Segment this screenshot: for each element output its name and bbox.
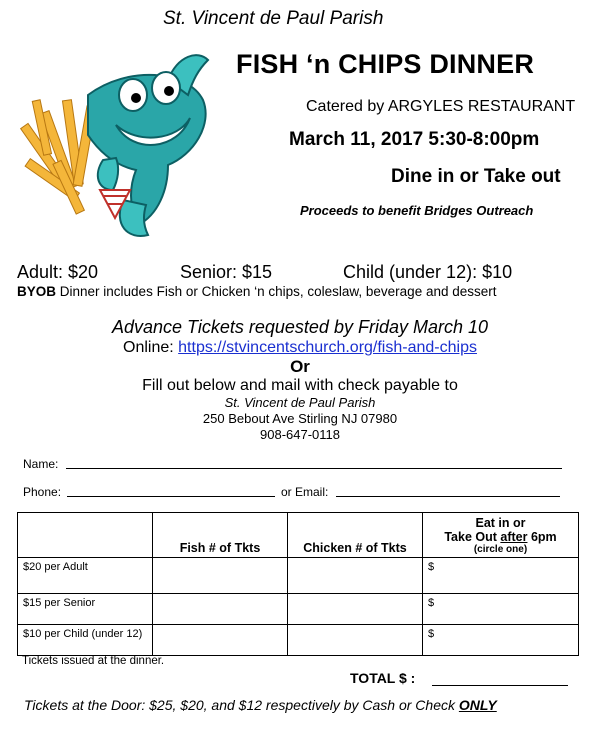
mail-address-name: St. Vincent de Paul Parish — [224, 395, 376, 410]
online-link[interactable]: https://stvincentschurch.org/fish-and-chips — [178, 339, 477, 356]
row-label: $15 per Senior — [18, 594, 153, 625]
fish-count-cell[interactable] — [153, 625, 288, 656]
fish-count-cell[interactable] — [153, 558, 288, 594]
header-eat-line2: Take Out after 6pm — [444, 530, 557, 544]
event-date: March 11, 2017 5:30-8:00pm — [289, 129, 540, 150]
door-text: Tickets at the Door: $25, $20, and $12 respectively by Cash or Check — [24, 697, 459, 713]
price-adult: Adult: $20 — [17, 262, 99, 282]
door-only: ONLY — [458, 697, 497, 713]
price-senior: Senior: $15 — [180, 262, 273, 282]
mail-instructions: Fill out below and mail with check payable to — [142, 377, 458, 394]
chicken-count-cell[interactable] — [288, 625, 423, 656]
row-label: $10 per Child (under 12) — [18, 625, 153, 656]
price-child: Child (under 12): $10 — [343, 262, 513, 282]
proceeds-line: Proceeds to benefit Bridges Outreach — [300, 203, 534, 218]
chicken-count-cell[interactable] — [288, 558, 423, 594]
table-header-row — [18, 513, 579, 558]
door-prices-note — [24, 697, 497, 713]
caterer-line: Catered by ARGYLES RESTAURANT — [306, 98, 576, 115]
phone-label: Phone: — [23, 485, 62, 499]
phone-field[interactable] — [67, 496, 275, 497]
amount-cell[interactable]: $ — [423, 594, 579, 625]
header-eat-in — [423, 513, 579, 558]
dine-option: Dine in or Take out — [391, 166, 561, 187]
table-header-blank — [18, 513, 153, 558]
header-fish: Fish # of Tkts — [153, 513, 288, 558]
name-field[interactable] — [66, 468, 562, 469]
row-label: $20 per Adult — [18, 558, 153, 594]
fish-mascot-icon — [18, 40, 218, 240]
byob-line — [17, 284, 497, 299]
total-field[interactable] — [432, 685, 568, 686]
amount-cell[interactable]: $ — [423, 558, 579, 594]
byob-text: Dinner includes Fish or Chicken ‘n chips, coleslaw, beverage and dessert — [56, 284, 497, 299]
order-table — [17, 512, 579, 656]
amount-cell[interactable]: $ — [423, 625, 579, 656]
mail-address-phone: 908-647-0118 — [260, 427, 340, 442]
header-chicken: Chicken # of Tkts — [288, 513, 423, 558]
email-field[interactable] — [336, 496, 560, 497]
fish-mascot-illustration — [18, 40, 218, 240]
event-title: FISH ‘n CHIPS DINNER — [236, 49, 535, 79]
tickets-issued-note: Tickets issued at the dinner. — [22, 655, 165, 667]
byob-bold: BYOB — [17, 284, 57, 299]
online-label: Online: — [123, 339, 179, 356]
header-eat-line3: (circle one) — [473, 544, 528, 555]
or-text: Or — [290, 357, 310, 376]
parish-heading: St. Vincent de Paul Parish — [163, 8, 384, 29]
total-label: TOTAL $ : — [350, 670, 416, 686]
header-eat-line1: Eat in or — [475, 516, 526, 530]
online-line — [0, 339, 600, 357]
advance-tickets-heading: Advance Tickets requested by Friday March 10 — [111, 317, 488, 337]
name-label: Name: — [23, 457, 59, 471]
table-row — [18, 625, 579, 656]
chicken-count-cell[interactable] — [288, 594, 423, 625]
mail-address-street: 250 Bebout Ave Stirling NJ 07980 — [202, 411, 398, 426]
fish-count-cell[interactable] — [153, 594, 288, 625]
email-label: or Email: — [281, 485, 329, 499]
table-row — [18, 558, 579, 594]
table-row — [18, 594, 579, 625]
